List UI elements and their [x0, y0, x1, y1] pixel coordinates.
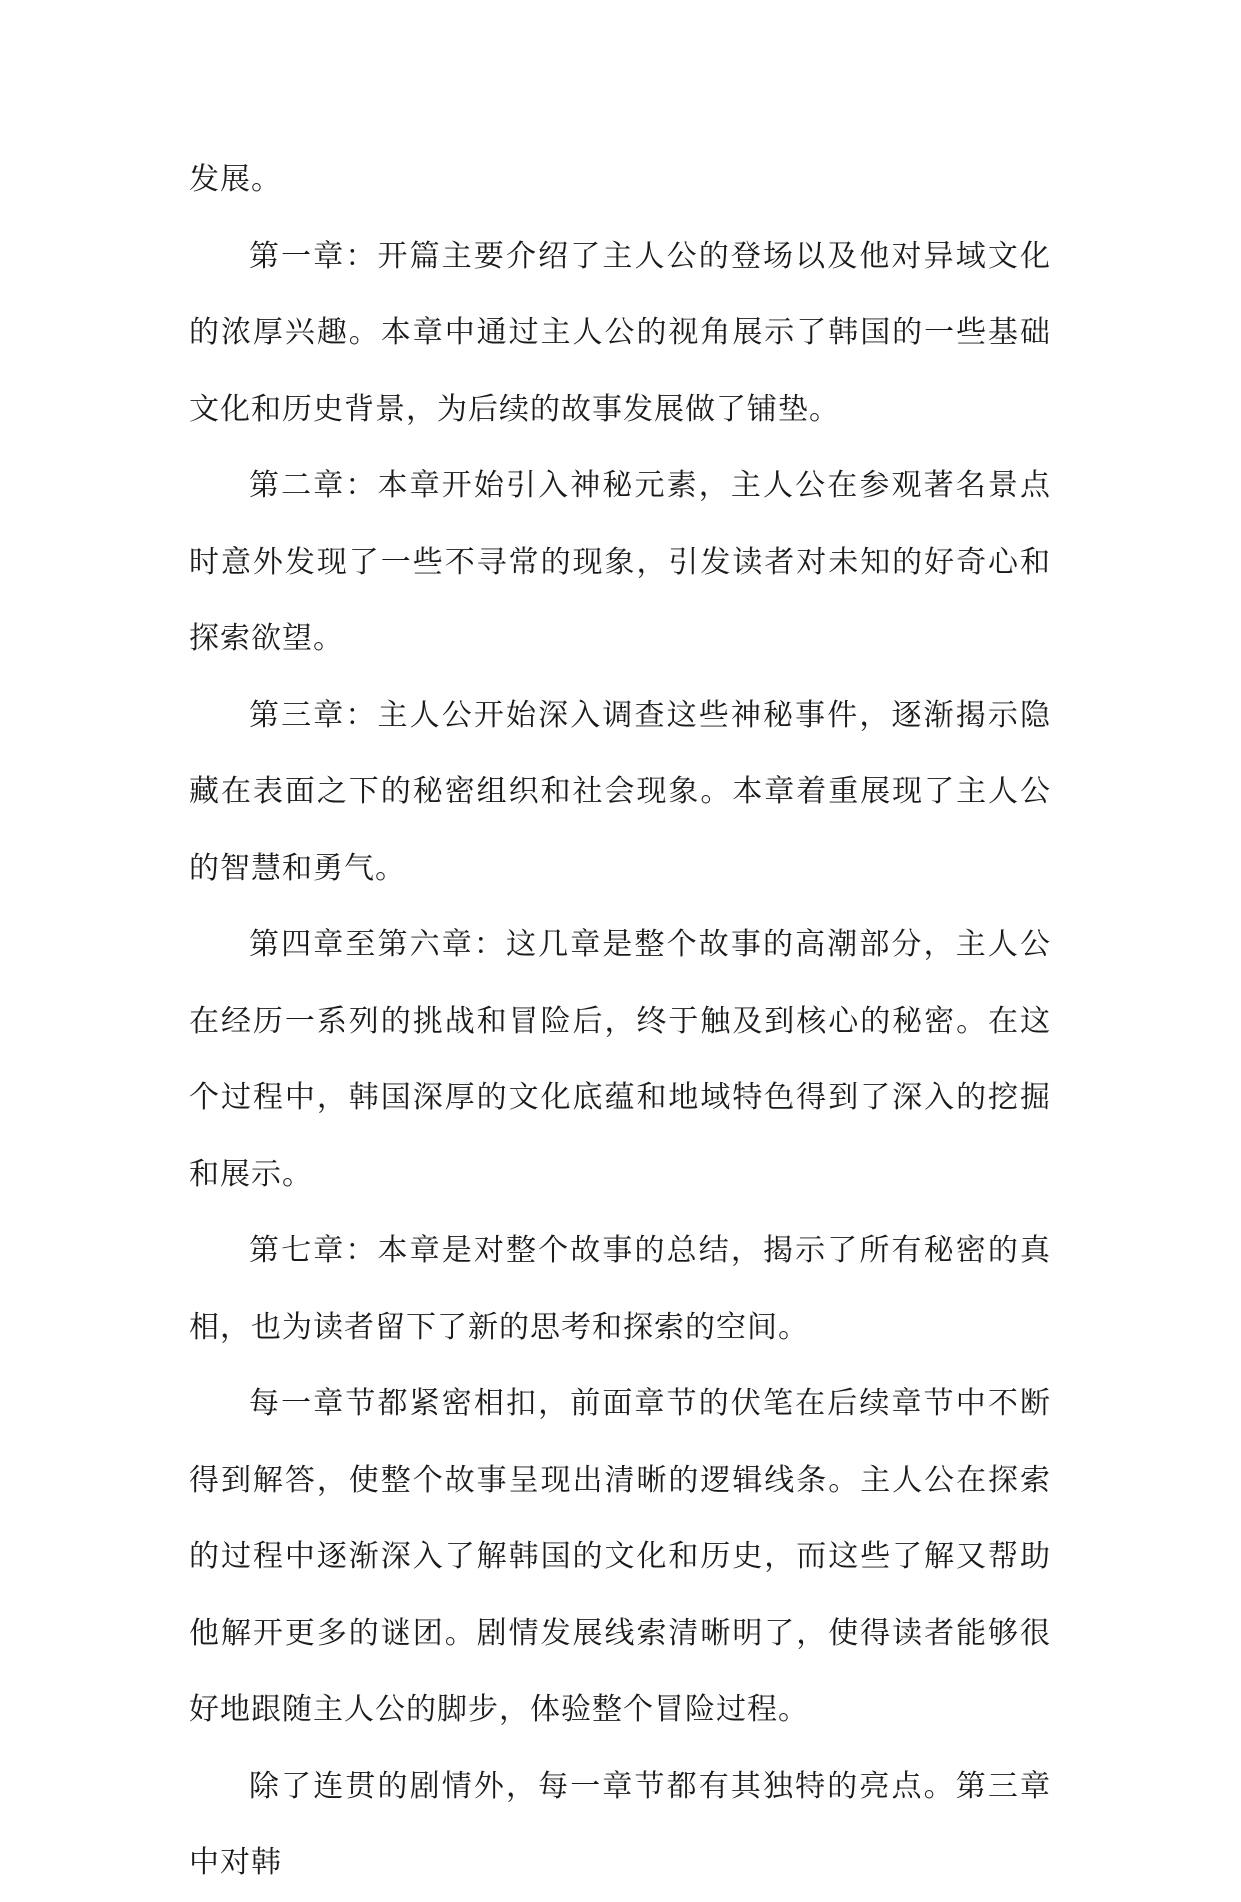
paragraph-highlights: 除了连贯的剧情外，每一章节都有其独特的亮点。第三章中对韩: [189, 1768, 1051, 1880]
paragraph-chapter-4-6: 第四章至第六章：这几章是整个故事的高潮部分，主人公在经历一系列的挑战和冒险后，终于触及到核心的秘密。在这个过程中，韩国深厚的文化底蕴和地域特色得到了深入的挖掘和展示。: [189, 927, 1051, 1192]
paragraph-continuation: 发展。: [189, 162, 282, 197]
paragraph-chapter-3: 第三章：主人公开始深入调查这些神秘事件，逐渐揭示隐藏在表面之下的秘密组织和社会现象。本章着重展现了主人公的智慧和勇气。: [189, 697, 1051, 886]
paragraph-structure-summary: 每一章节都紧密相扣，前面章节的伏笔在后续章节中不断得到解答，使整个故事呈现出清晰的逻辑线条。主人公在探索的过程中逐渐深入了解韩国的文化和历史，而这些了解又帮助他解开更多的谜团。剧情发展线索清晰明了，使得读者能够很好地跟随主人公的脚步，体验整个冒险过程。: [189, 1386, 1051, 1727]
paragraph-chapter-1: 第一章：开篇主要介绍了主人公的登场以及他对异域文化的浓厚兴趣。本章中通过主人公的视角展示了韩国的一些基础文化和历史背景，为后续的故事发展做了铺垫。: [189, 238, 1051, 427]
paragraph-chapter-7: 第七章：本章是对整个故事的总结，揭示了所有秘密的真相，也为读者留下了新的思考和探索的空间。: [189, 1233, 1051, 1345]
paragraph-chapter-2: 第二章：本章开始引入神秘元素，主人公在参观著名景点时意外发现了一些不寻常的现象，引发读者对未知的好奇心和探索欲望。: [189, 468, 1051, 656]
body-text: [189, 142, 1051, 1902]
